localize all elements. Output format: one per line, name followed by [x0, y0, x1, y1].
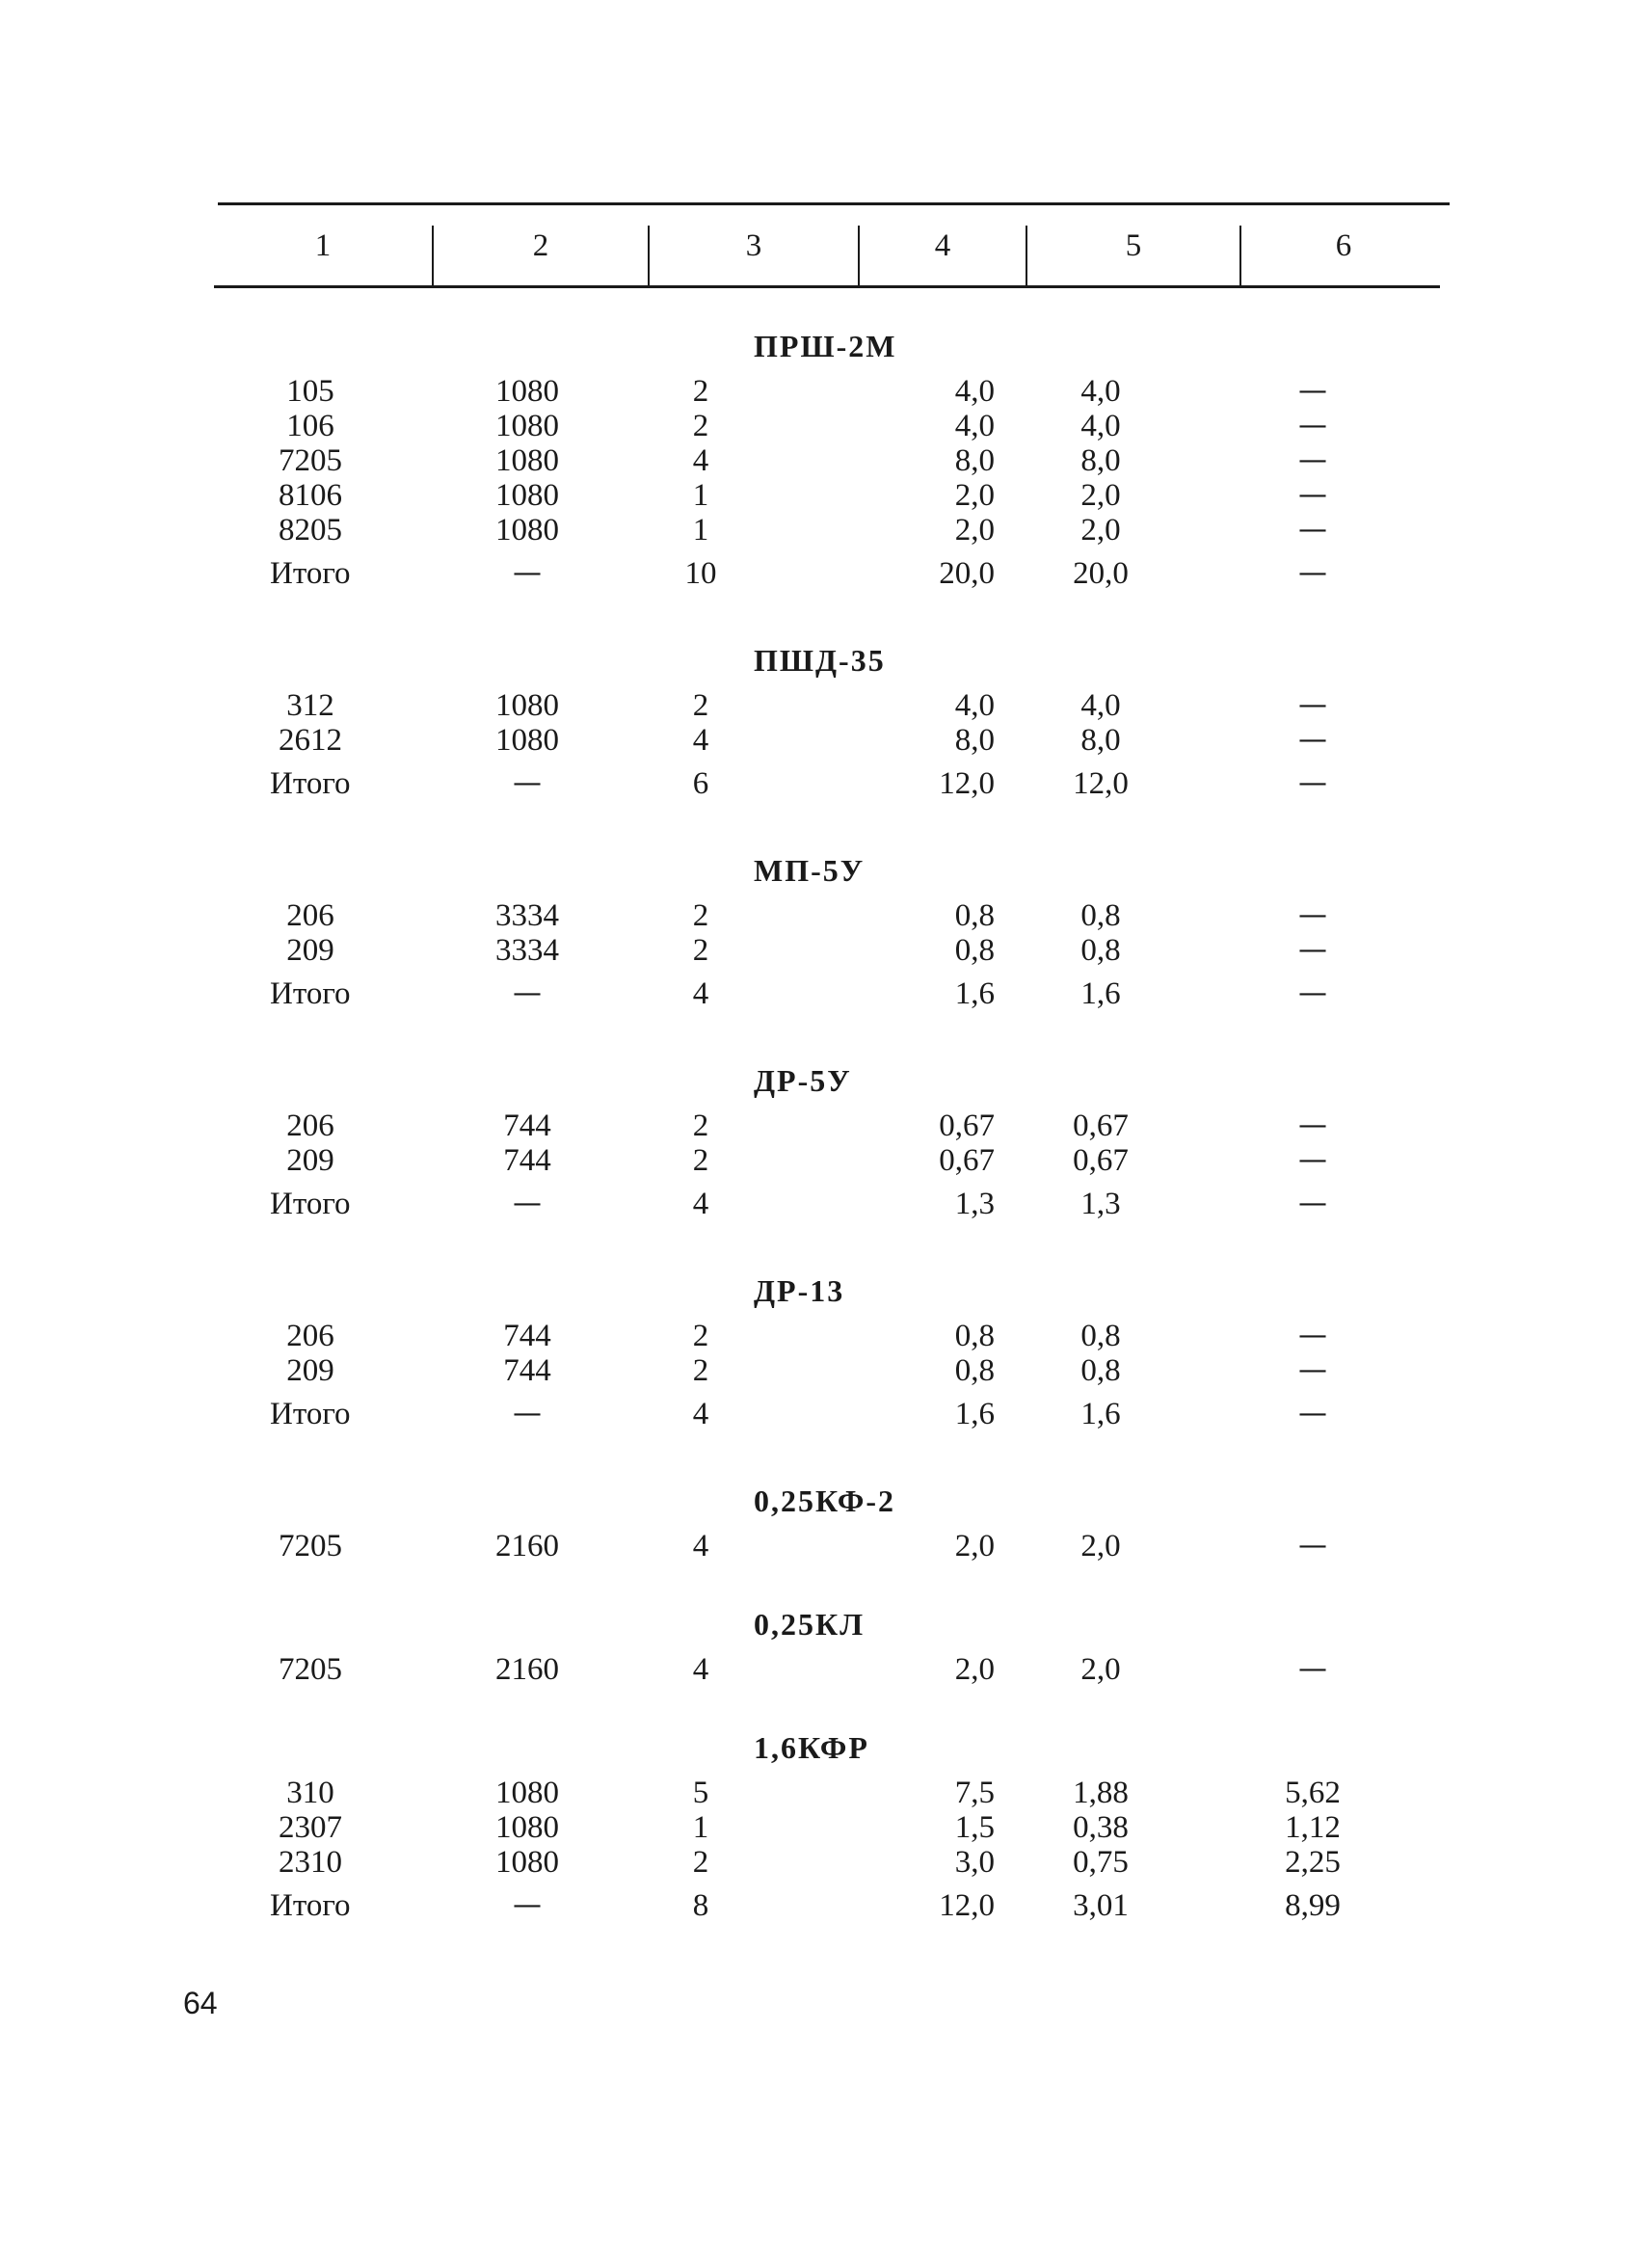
col-total: 1,6: [954, 1397, 995, 1431]
col-total: 0,67: [939, 1143, 995, 1178]
table-row: [214, 1353, 1448, 1388]
total-label: Итого: [270, 976, 351, 1011]
col-total: 1,6: [954, 976, 995, 1011]
total-row: [214, 1388, 1448, 1440]
col-quantity: 1: [692, 1810, 709, 1845]
col-value-6: —: [1298, 766, 1327, 800]
col-total: 1,5: [954, 1810, 995, 1845]
col-position: 7205: [279, 1529, 342, 1563]
col-code: —: [513, 976, 542, 1010]
header-col-2: 2: [532, 228, 549, 263]
col-value-5: 1,6: [1080, 1397, 1121, 1431]
header-col-3: 3: [745, 228, 762, 263]
table-row: [214, 443, 1448, 478]
col-quantity: 1: [692, 513, 709, 548]
col-value-5: 12,0: [1073, 766, 1129, 801]
col-value-6: —: [1298, 976, 1327, 1010]
col-value-5: 0,67: [1073, 1109, 1129, 1143]
col-value-6: —: [1298, 898, 1327, 932]
header-col-1: 1: [314, 228, 332, 263]
section-spacer: [214, 1563, 1448, 1596]
total-row: [214, 968, 1448, 1020]
col-position: 7205: [279, 1652, 342, 1687]
col-total: 0,8: [954, 1353, 995, 1388]
col-value-5: 0,8: [1080, 933, 1121, 968]
col-code: 1080: [495, 1845, 559, 1880]
col-code: —: [513, 1397, 542, 1430]
col-quantity: 8: [692, 1888, 709, 1923]
col-quantity: 1: [692, 478, 709, 513]
section-title: ПШД-35: [754, 643, 886, 678]
col-value-5: 0,8: [1080, 1353, 1121, 1388]
col-quantity: 4: [692, 1529, 709, 1563]
col-value-5: 1,3: [1080, 1187, 1121, 1221]
col-quantity: 2: [692, 1143, 709, 1178]
col-quantity: 4: [692, 1187, 709, 1221]
col-code: 1080: [495, 513, 559, 548]
col-value-6: 8,99: [1285, 1888, 1341, 1923]
col-value-5: 2,0: [1080, 1652, 1121, 1687]
col-total: 2,0: [954, 478, 995, 513]
col-value-6: —: [1298, 1397, 1327, 1430]
col-value-6: —: [1298, 409, 1327, 442]
table-row: [214, 933, 1448, 968]
col-total: 8,0: [954, 443, 995, 478]
col-value-5: 1,88: [1073, 1776, 1129, 1810]
col-code: 1080: [495, 688, 559, 723]
col-total: 0,8: [954, 1319, 995, 1353]
col-position: 105: [286, 374, 334, 409]
col-value-5: 2,0: [1080, 1529, 1121, 1563]
table-row: [214, 723, 1448, 758]
col-code: —: [513, 766, 542, 800]
col-quantity: 2: [692, 933, 709, 968]
table-header: [214, 212, 1448, 280]
col-value-5: 20,0: [1073, 556, 1129, 591]
section-spacer: [214, 1687, 1448, 1720]
header-col-5: 5: [1125, 228, 1142, 263]
col-code: 3334: [495, 933, 559, 968]
col-value-5: 2,0: [1080, 513, 1121, 548]
section-title: 0,25КФ-2: [754, 1483, 895, 1518]
section-spacer: [214, 1440, 1448, 1473]
col-value-5: 4,0: [1080, 688, 1121, 723]
total-row: [214, 758, 1448, 810]
col-value-5: 0,75: [1073, 1845, 1129, 1880]
col-quantity: 10: [684, 556, 717, 591]
col-total: 4,0: [954, 409, 995, 443]
col-code: 744: [503, 1319, 551, 1353]
col-quantity: 6: [692, 766, 709, 801]
total-label: Итого: [270, 1397, 351, 1431]
col-total: 0,67: [939, 1109, 995, 1143]
col-position: 310: [286, 1776, 334, 1810]
table-top-rule: [218, 202, 1450, 205]
col-code: 744: [503, 1109, 551, 1143]
col-total: 4,0: [954, 374, 995, 409]
col-value-6: —: [1298, 1353, 1327, 1387]
table-row: [214, 1143, 1448, 1178]
col-quantity: 2: [692, 409, 709, 443]
col-value-6: —: [1298, 1187, 1327, 1220]
total-row: [214, 548, 1448, 600]
section-spacer: [214, 600, 1448, 632]
page-number: 64: [183, 1986, 218, 2020]
col-quantity: 2: [692, 1353, 709, 1388]
col-position: 8106: [279, 478, 342, 513]
col-value-6: —: [1298, 723, 1327, 757]
col-position: 2310: [279, 1845, 342, 1880]
section-title: 1,6КФР: [754, 1730, 869, 1765]
col-quantity: 4: [692, 976, 709, 1011]
total-label: Итого: [270, 1888, 351, 1923]
col-quantity: 4: [692, 1397, 709, 1431]
col-code: —: [513, 1187, 542, 1220]
col-code: 1080: [495, 443, 559, 478]
col-quantity: 5: [692, 1776, 709, 1810]
total-row: [214, 1880, 1448, 1932]
col-total: 1,3: [954, 1187, 995, 1221]
col-value-5: 0,38: [1073, 1810, 1129, 1845]
col-total: 20,0: [939, 556, 995, 591]
col-value-6: —: [1298, 1319, 1327, 1352]
table-row: [214, 1810, 1448, 1845]
col-value-6: —: [1298, 1109, 1327, 1142]
col-total: 12,0: [939, 766, 995, 801]
col-code: 1080: [495, 1776, 559, 1810]
total-row: [214, 1178, 1448, 1230]
col-value-6: —: [1298, 1529, 1327, 1563]
col-quantity: 2: [692, 898, 709, 933]
section-title: 0,25КЛ: [754, 1607, 866, 1642]
col-value-5: 0,67: [1073, 1143, 1129, 1178]
col-position: 206: [286, 1319, 334, 1353]
col-value-5: 8,0: [1080, 723, 1121, 758]
section-title: МП-5У: [754, 853, 866, 888]
col-code: 1080: [495, 1810, 559, 1845]
col-total: 2,0: [954, 1529, 995, 1563]
total-label: Итого: [270, 556, 351, 591]
section-title: ПРШ-2М: [754, 329, 897, 363]
col-code: 1080: [495, 374, 559, 409]
table-row: [214, 1776, 1448, 1810]
col-value-5: 2,0: [1080, 478, 1121, 513]
col-code: —: [513, 1888, 542, 1922]
col-code: 3334: [495, 898, 559, 933]
col-quantity: 2: [692, 1109, 709, 1143]
col-position: 209: [286, 1143, 334, 1178]
col-code: 744: [503, 1353, 551, 1388]
col-code: 1080: [495, 409, 559, 443]
table-header-rule: [214, 285, 1440, 288]
col-total: 8,0: [954, 723, 995, 758]
col-value-5: 3,01: [1073, 1888, 1129, 1923]
col-position: 312: [286, 688, 334, 723]
col-value-6: 5,62: [1285, 1776, 1341, 1810]
col-value-5: 8,0: [1080, 443, 1121, 478]
table-row: [214, 1845, 1448, 1880]
col-value-6: 1,12: [1285, 1810, 1341, 1845]
col-code: 1080: [495, 723, 559, 758]
col-position: 2612: [279, 723, 342, 758]
col-value-5: 1,6: [1080, 976, 1121, 1011]
header-col-4: 4: [934, 228, 951, 263]
col-total: 0,8: [954, 898, 995, 933]
col-value-5: 4,0: [1080, 409, 1121, 443]
section-spacer: [214, 1932, 1448, 1964]
section-spacer: [214, 1020, 1448, 1053]
col-quantity: 4: [692, 723, 709, 758]
section-title: ДР-5У: [754, 1063, 852, 1098]
col-position: 206: [286, 898, 334, 933]
col-total: 2,0: [954, 1652, 995, 1687]
col-quantity: 2: [692, 374, 709, 409]
col-value-6: —: [1298, 556, 1327, 590]
col-total: 4,0: [954, 688, 995, 723]
table-row: [214, 1109, 1448, 1143]
col-position: 209: [286, 933, 334, 968]
col-code: 2160: [495, 1529, 559, 1563]
section-spacer: [214, 810, 1448, 842]
col-quantity: 2: [692, 688, 709, 723]
col-position: 209: [286, 1353, 334, 1388]
col-position: 2307: [279, 1810, 342, 1845]
header-col-6: 6: [1335, 228, 1352, 263]
col-value-5: 0,8: [1080, 898, 1121, 933]
col-quantity: 4: [692, 443, 709, 478]
col-value-6: —: [1298, 688, 1327, 722]
total-label: Итого: [270, 766, 351, 801]
section-spacer: [214, 1230, 1448, 1263]
table-row: [214, 478, 1448, 513]
col-quantity: 2: [692, 1845, 709, 1880]
col-value-5: 0,8: [1080, 1319, 1121, 1353]
col-value-6: —: [1298, 478, 1327, 512]
col-position: 7205: [279, 443, 342, 478]
col-value-6: —: [1298, 1143, 1327, 1177]
table-row: [214, 1319, 1448, 1353]
table-row: [214, 513, 1448, 548]
table-row: [214, 688, 1448, 723]
col-position: 106: [286, 409, 334, 443]
col-total: 12,0: [939, 1888, 995, 1923]
col-value-6: 2,25: [1285, 1845, 1341, 1880]
table-row: [214, 898, 1448, 933]
table-row: [214, 409, 1448, 443]
col-value-5: 4,0: [1080, 374, 1121, 409]
col-position: 206: [286, 1109, 334, 1143]
col-total: 0,8: [954, 933, 995, 968]
table-row: [214, 374, 1448, 409]
table-row: [214, 1529, 1448, 1563]
col-value-6: —: [1298, 933, 1327, 967]
section-title: ДР-13: [754, 1273, 845, 1308]
col-value-6: —: [1298, 374, 1327, 408]
col-code: —: [513, 556, 542, 590]
col-code: 1080: [495, 478, 559, 513]
col-code: 2160: [495, 1652, 559, 1687]
table-body: [214, 318, 1448, 1964]
total-label: Итого: [270, 1187, 351, 1221]
col-value-6: —: [1298, 443, 1327, 477]
col-value-6: —: [1298, 1652, 1327, 1686]
col-value-6: —: [1298, 513, 1327, 547]
col-total: 2,0: [954, 513, 995, 548]
col-quantity: 4: [692, 1652, 709, 1687]
col-quantity: 2: [692, 1319, 709, 1353]
col-position: 8205: [279, 513, 342, 548]
table-row: [214, 1652, 1448, 1687]
col-total: 3,0: [954, 1845, 995, 1880]
col-total: 7,5: [954, 1776, 995, 1810]
col-code: 744: [503, 1143, 551, 1178]
